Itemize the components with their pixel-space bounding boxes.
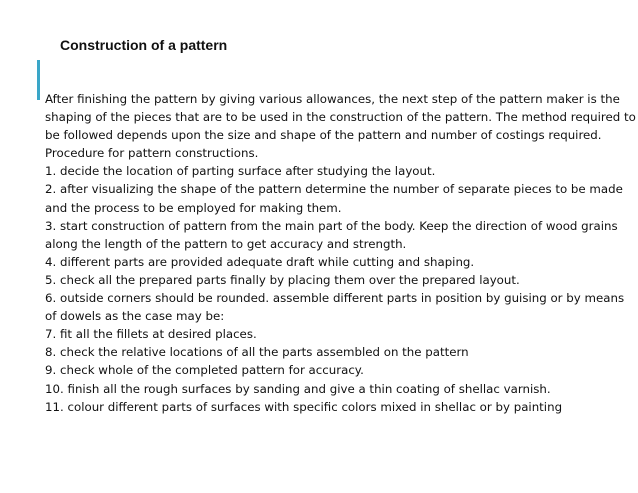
text-line: be followed depends upon the size and shape of the pattern and number of costings required. [45,128,602,143]
body-text [45,90,636,416]
list-item: along the length of the pattern to get accuracy and strength. [45,236,407,251]
text-line: shaping of the pieces that are to be used in the construction of the pattern. The method required to [45,110,636,125]
list-item: 3. start construction of pattern from the main part of the body. Keep the direction of wood grains [45,218,618,233]
list-item: 2. after visualizing the shape of the pattern determine the number of separate pieces to be made [45,182,623,197]
list-item: 4. different parts are provided adequate draft while cutting and shaping. [45,254,475,269]
list-item: 6. outside corners should be rounded. assemble different parts in position by guising or by means [45,291,625,306]
list-item: 8. check the relative locations of all the parts assembled on the pattern [45,345,469,360]
list-item: 1. decide the location of parting surface after studying the layout. [45,164,436,179]
list-item: 7. fit all the fillets at desired places. [45,327,257,342]
text-line: After finishing the pattern by giving various allowances, the next step of the pattern maker is the [45,92,620,106]
list-item: and the process to be employed for making them. [45,200,342,215]
list-item: of dowels as the case may be: [45,309,225,324]
list-item: 11. colour different parts of surfaces with specific colors mixed in shellac or by painting [45,399,563,414]
text-line: Procedure for pattern constructions. [45,146,259,161]
list-item: 9. check whole of the completed pattern for accuracy. [45,363,364,378]
list-item: 5. check all the prepared parts finally by placing them over the prepared layout. [45,272,520,287]
list-item: 10. finish all the rough surfaces by sanding and give a thin coating of shellac varnish. [45,381,551,396]
slide-title: Construction of a pattern [60,37,228,53]
accent-bar [37,60,40,100]
